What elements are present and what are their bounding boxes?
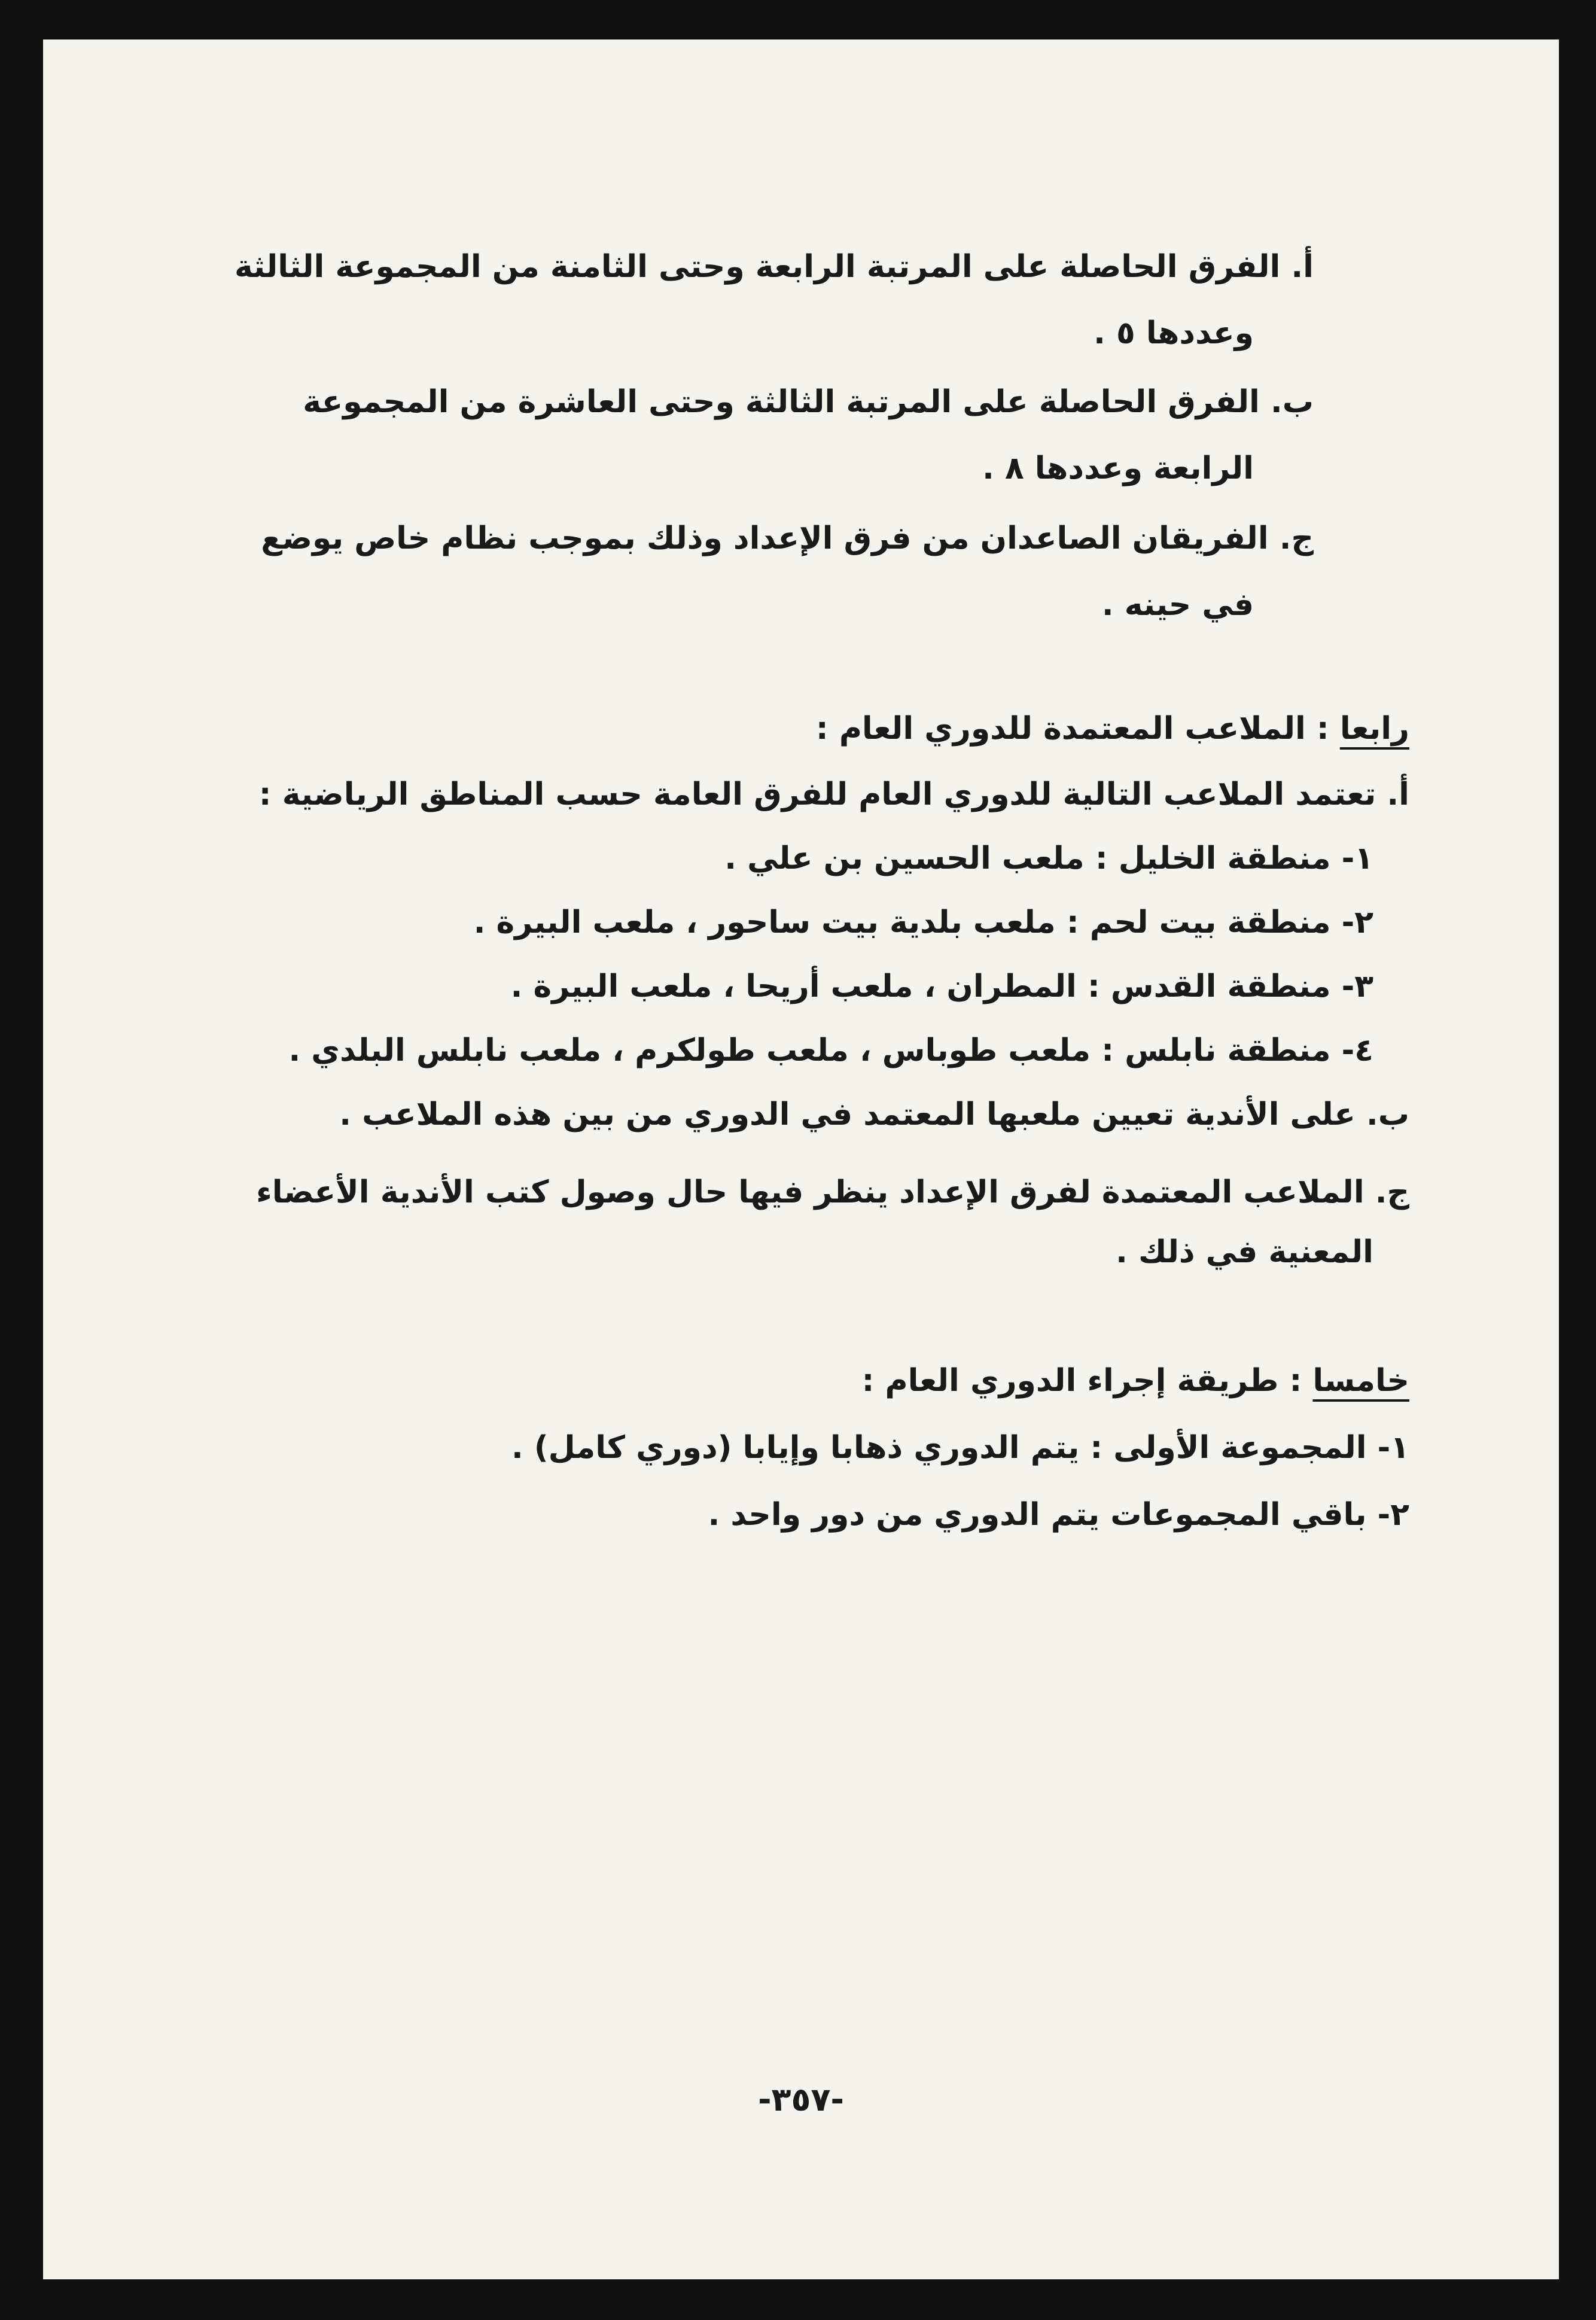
item-c-line-2: في حينه . — [1101, 587, 1254, 623]
section-4-item-c-line-1: ج. الملاعب المعتمدة لفرق الإعداد ينظر فيها حال وصول كتب الأندية الأعضاء — [256, 1174, 1409, 1210]
section-5-heading — [862, 1345, 1409, 1416]
region-item-4: ٤- منطقة نابلس : ملعب طوباس ، ملعب طولكرم ، ملعب نابلس البلدي . — [288, 1033, 1373, 1068]
section-4-heading — [816, 693, 1409, 764]
section-5-item-1: ١- المجموعة الأولى : يتم الدوري ذهابا وإيابا (دوري كامل) . — [511, 1430, 1409, 1466]
section-5-key: خامسا — [1312, 1363, 1409, 1399]
section-5-item-2: ٢- باقي المجموعات يتم الدوري من دور واحد . — [708, 1497, 1409, 1533]
region-item-3: ٣- منطقة القدس : المطران ، ملعب أريحا ، ملعب البيرة . — [510, 969, 1373, 1004]
item-c-line-1: ج. الفريقان الصاعدان من فرق الإعداد وذلك بموجب نظام خاص يوضع — [261, 520, 1314, 556]
section-4-item-c-line-2: المعنية في ذلك . — [1116, 1234, 1373, 1270]
section-5-title: : طريقة إجراء الدوري العام : — [861, 1363, 1313, 1399]
section-4-title: : الملاعب المعتمدة للدوري العام : — [815, 711, 1340, 747]
region-item-1: ١- منطقة الخليل : ملعب الحسين بن علي . — [724, 841, 1373, 876]
document-body — [43, 39, 1559, 2279]
item-b-line-1: ب. الفرق الحاصلة على المرتبة الثالثة وحتى العاشرة من المجموعة — [303, 384, 1314, 420]
page-number: -٣٥٧- — [758, 2081, 844, 2118]
section-4-key: رابعا — [1339, 711, 1409, 747]
region-item-2: ٢- منطقة بيت لحم : ملعب بلدية بيت ساحور ، ملعب البيرة . — [473, 905, 1373, 940]
item-a-line-2: وعددها ٥ . — [1094, 315, 1254, 351]
section-4-item-a: أ. تعتمد الملاعب التالية للدوري العام للفرق العامة حسب المناطق الرياضية : — [258, 777, 1409, 812]
document-page — [43, 39, 1559, 2279]
item-b-line-2: الرابعة وعددها ٨ . — [982, 450, 1254, 486]
section-4-item-b: ب. على الأندية تعيين ملعبها المعتمد في الدوري من بين هذه الملاعب . — [339, 1097, 1409, 1132]
item-a-line-1: أ. الفرق الحاصلة على المرتبة الرابعة وحتى الثامنة من المجموعة الثالثة — [234, 249, 1314, 285]
